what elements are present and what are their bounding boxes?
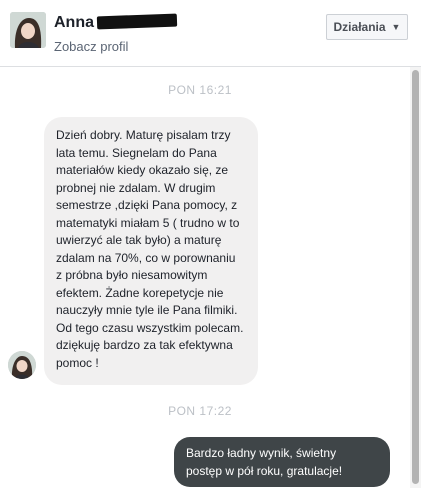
message-line: pomoc ! (56, 355, 99, 370)
sender-avatar[interactable] (8, 351, 36, 379)
message-line: matematyki miałam 5 ( trudno w to (56, 215, 240, 230)
message-line: Dzień dobry. Maturę pisalam trzy (56, 128, 231, 142)
message-line: Od tego czasu wszystkim polecam. (56, 320, 244, 335)
message-line: lata temu. Siegnelam do Pana (56, 145, 217, 160)
contact-avatar[interactable] (10, 12, 46, 48)
chat-header (0, 0, 421, 67)
actions-dropdown-button[interactable] (326, 14, 408, 40)
redacted-surname (97, 14, 177, 30)
message-line: z próbna było niesamowitym (56, 268, 208, 282)
timestamp-separator: PON 16:21 (168, 83, 232, 97)
timestamp-separator: PON 17:22 (168, 404, 232, 418)
message-line: efektem. Żadne korepetycje nie (56, 285, 224, 300)
message-line: nauczyły mnie tyle ile Pana filmiki. (56, 303, 238, 317)
message-line: probnej nie zdalam. W drugim (56, 180, 216, 195)
message-line: uwierzyć ale tak było) a maturę (56, 233, 222, 247)
message-line: semestrze ,dzięki Pana pomocy, z (56, 198, 238, 212)
actions-label: Działania (333, 20, 386, 34)
message-thread[interactable] (0, 67, 421, 488)
scrollbar-thumb[interactable] (412, 70, 419, 484)
message-line: postęp w pół roku, gratulacje! (186, 464, 343, 478)
view-profile-link[interactable]: Zobacz profil (54, 39, 129, 54)
message-line: Bardzo ładny wynik, świetny (186, 446, 337, 460)
message-line: materiałów kiedy okazało się, ze (56, 163, 229, 177)
contact-name[interactable]: Anna (54, 14, 94, 31)
message-line: zdalam na 70%, co w porownaniu (56, 250, 236, 265)
incoming-message-bubble (44, 117, 258, 385)
message-line: dziękuję bardzo za tak efektywna (56, 338, 233, 352)
outgoing-message-bubble (174, 437, 390, 487)
caret-down-icon: ▼ (391, 22, 401, 32)
